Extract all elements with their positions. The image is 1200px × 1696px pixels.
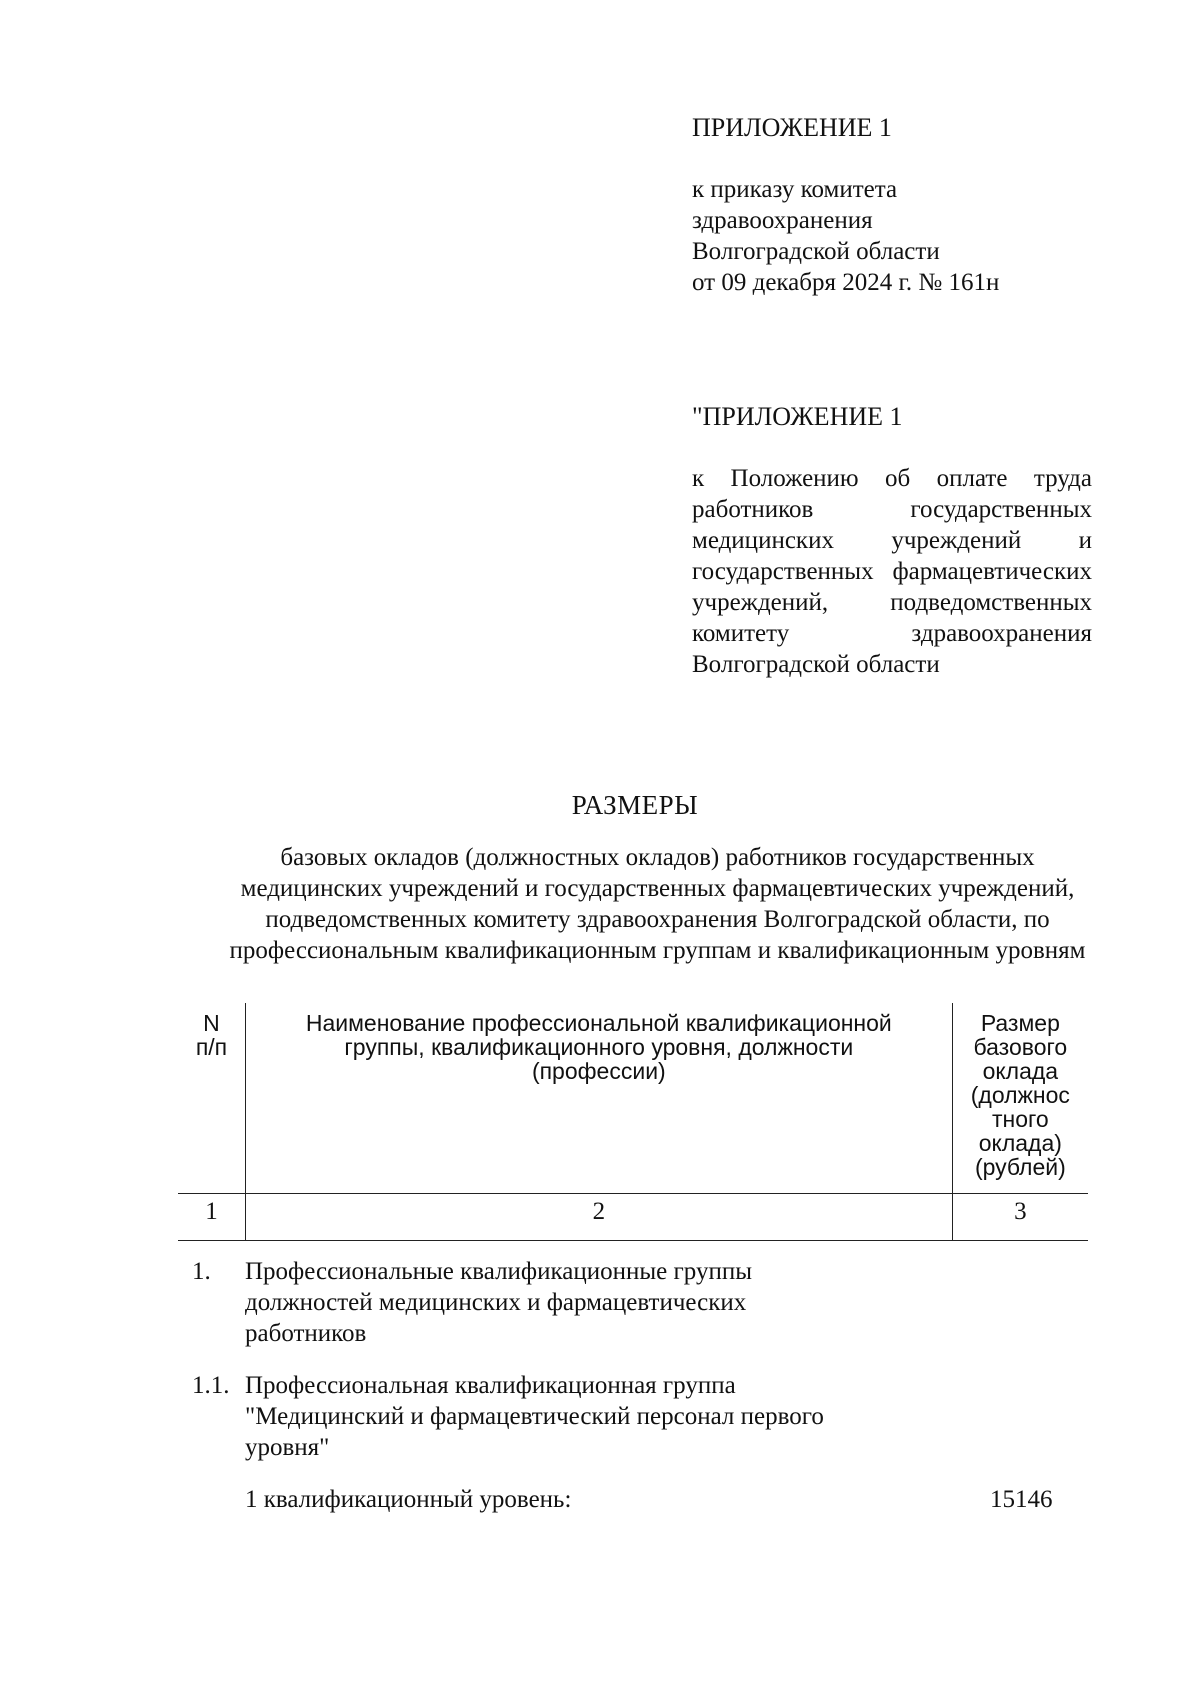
section-text bbox=[245, 1370, 825, 1463]
section-line: работников bbox=[245, 1320, 367, 1347]
document-title: РАЗМЕРЫ bbox=[571, 790, 699, 820]
column-number-cell: 3 bbox=[952, 1194, 1088, 1241]
subtitle-line: медицинских учреждений и государственных фармацевтических учреждений, bbox=[240, 875, 1075, 902]
section-item bbox=[178, 1256, 1088, 1356]
header-size-line: (должнос bbox=[970, 1082, 1070, 1108]
order-ref-line: Волгоградской области bbox=[692, 238, 940, 265]
order-ref-line: здравоохранения bbox=[692, 207, 873, 234]
column-numbers-row bbox=[178, 1194, 1088, 1241]
header-number-line: N bbox=[203, 1010, 220, 1036]
column-number-cell: 1 bbox=[178, 1194, 245, 1241]
order-ref-line: к приказу комитета bbox=[692, 176, 898, 203]
salary-table-header bbox=[178, 1003, 1088, 1241]
header-name-line: Наименование профессиональной квалификационной bbox=[305, 1010, 892, 1036]
order-appendix-block bbox=[692, 112, 1092, 298]
header-number-cell bbox=[178, 1003, 245, 1194]
section-number: 1. bbox=[192, 1258, 211, 1285]
section-line: должностей медицинских и фармацевтических bbox=[245, 1289, 747, 1316]
header-number-line: п/п bbox=[195, 1034, 228, 1060]
section-line: Профессиональная квалификационная группа bbox=[245, 1372, 736, 1399]
subtitle-line: профессиональным квалификационным группам и квалификационным уровням bbox=[229, 937, 1086, 964]
header-size-line: (рублей) bbox=[974, 1154, 1066, 1180]
header-size-cell bbox=[952, 1003, 1088, 1194]
document-subtitle bbox=[185, 842, 1130, 966]
header-size-line: оклада bbox=[982, 1058, 1059, 1084]
section-line: уровня" bbox=[245, 1434, 330, 1461]
subtitle-line: подведомственных комитету здравоохранения Волгоградской области, по bbox=[265, 906, 1050, 933]
header-name-cell bbox=[245, 1003, 952, 1194]
regulation-reference: к Положению об оплате труда работников государственных медицинских учреждений и государственных фармацевтических учреждений, подведомственных комитету здравоохранения Волгоградской области bbox=[692, 465, 1092, 678]
section-number: 1.1. bbox=[192, 1372, 230, 1399]
appendix-title: ПРИЛОЖЕНИЕ 1 bbox=[692, 113, 892, 142]
header-name-line: (профессии) bbox=[531, 1058, 666, 1084]
section-line: Профессиональные квалификационные группы bbox=[245, 1258, 753, 1285]
regulation-appendix-block bbox=[692, 401, 1092, 680]
header-name-line: группы, квалификационного уровня, должности bbox=[344, 1034, 854, 1060]
header-size-line: тного bbox=[991, 1106, 1049, 1132]
header-size-line: оклада) bbox=[978, 1130, 1062, 1156]
section-text bbox=[245, 1256, 825, 1349]
subtitle-line: базовых окладов (должностных окладов) работников государственных bbox=[280, 844, 1035, 871]
table-header-row bbox=[178, 1003, 1088, 1194]
header-size-line: Размер bbox=[980, 1010, 1060, 1036]
section-item bbox=[178, 1370, 1088, 1470]
qualification-level-label: 1 квалификационный уровень: bbox=[245, 1486, 572, 1513]
column-number-cell: 2 bbox=[245, 1194, 952, 1241]
regulation-appendix-title: "ПРИЛОЖЕНИЕ 1 bbox=[692, 402, 903, 431]
base-salary-value: 15146 bbox=[990, 1486, 1053, 1513]
order-ref-line: от 09 декабря 2024 г. № 161н bbox=[692, 269, 1000, 296]
header-size-line: базового bbox=[973, 1034, 1068, 1060]
section-line: "Медицинский и фармацевтический персонал первого bbox=[245, 1403, 824, 1430]
order-reference bbox=[692, 174, 1092, 298]
